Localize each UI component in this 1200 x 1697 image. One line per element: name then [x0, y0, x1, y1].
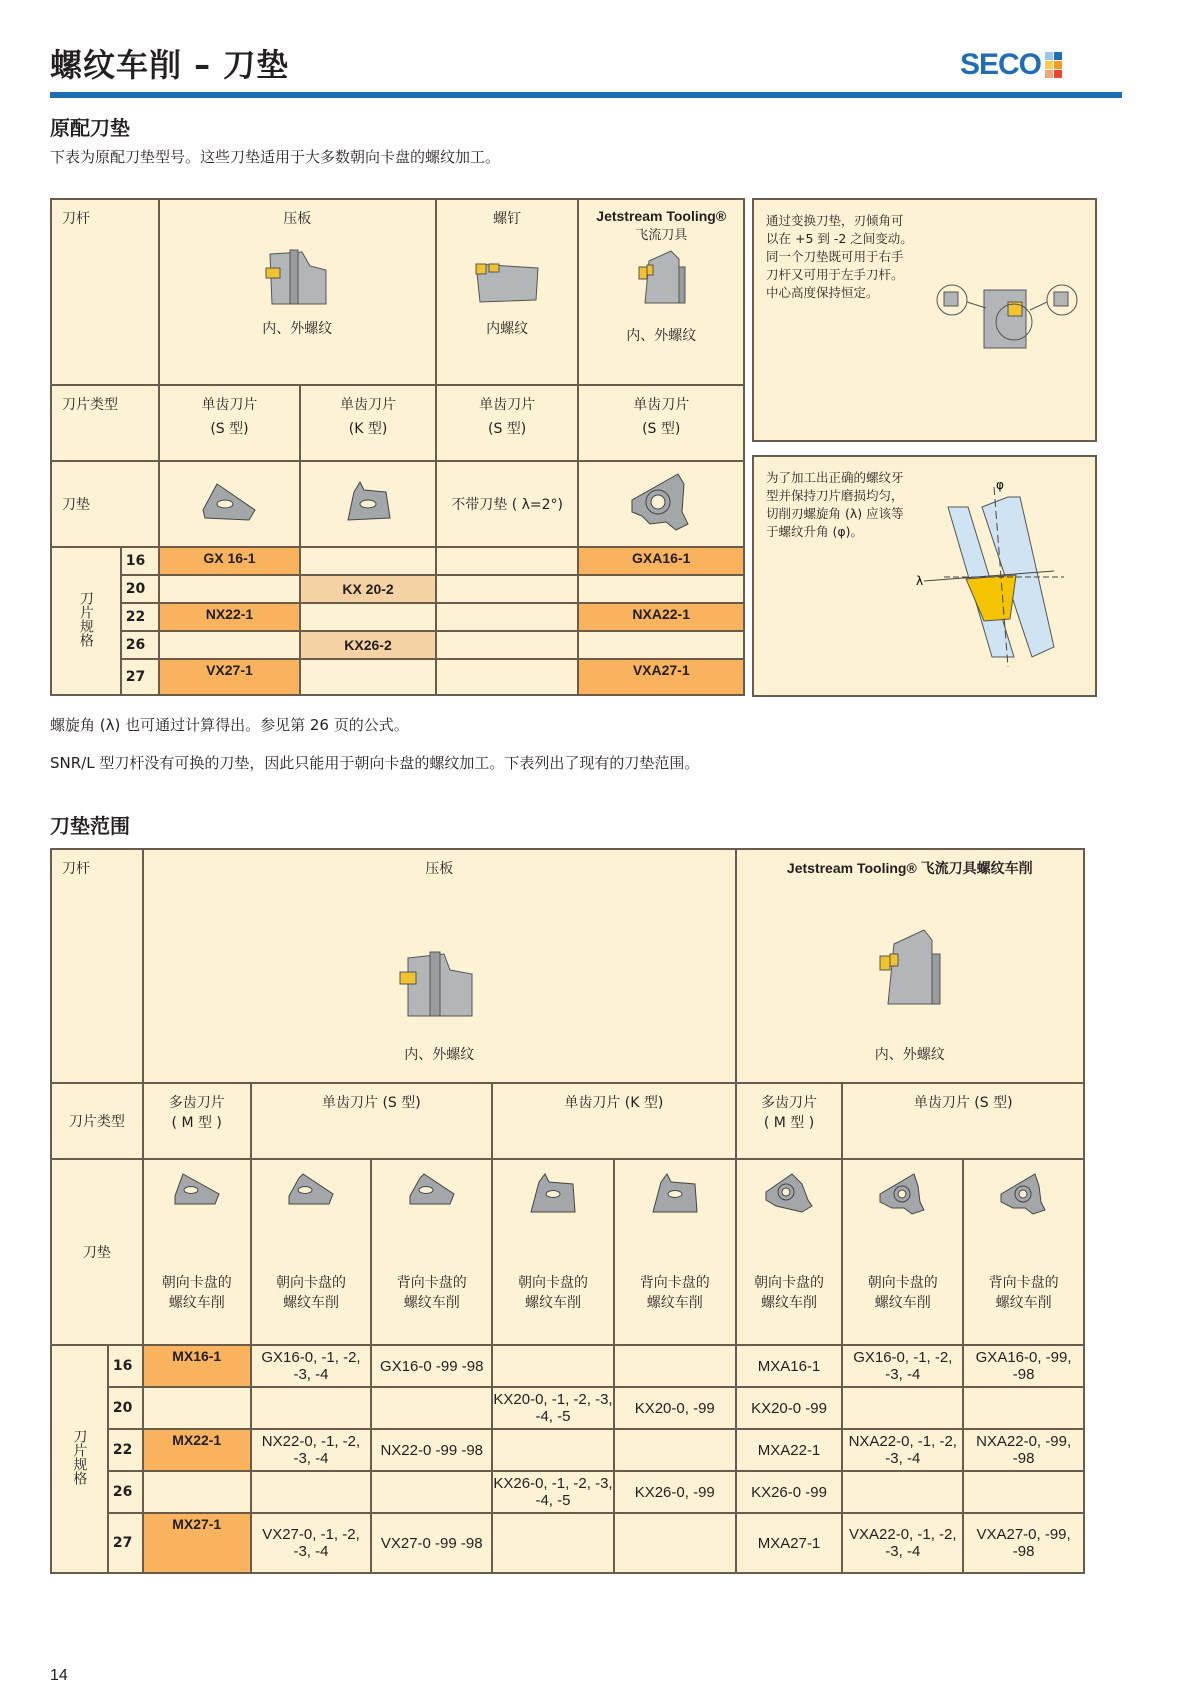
direction-line1: 背向卡盘的 [988, 1275, 1059, 1291]
size-label-cell [51, 1345, 108, 1573]
empty-cell [578, 575, 744, 603]
insert-type-cell [578, 385, 744, 461]
shim-code: KX 20-2 [300, 575, 436, 603]
holder-col-clamp [143, 849, 736, 1083]
empty-cell [436, 631, 579, 659]
shim-code: NXA22-1 [578, 603, 744, 631]
empty-cell [300, 603, 436, 631]
group-line1: 单齿刀片 (K 型) [564, 1095, 664, 1111]
direction-line2: 螺纹车削 [168, 1295, 225, 1311]
holder-name-cn: 飞流刀具 [635, 228, 688, 243]
shim-code: VXA27-1 [578, 659, 744, 695]
direction-line2: 螺纹车削 [524, 1295, 581, 1311]
holder-col-screw [436, 199, 579, 385]
note-line: 为了加工出正确的螺纹牙 [766, 470, 904, 485]
shim-code: MXA22-1 [736, 1429, 843, 1471]
shim-cell [371, 1159, 492, 1345]
size-16: 16 [108, 1345, 143, 1387]
holder-name: 压板 [283, 211, 312, 227]
insert-type-line2: (S 型) [210, 421, 249, 437]
shim-code: GX 16-1 [159, 547, 301, 575]
seco-logo [960, 48, 1062, 82]
insert-group-m [736, 1083, 843, 1159]
insert-type-line2: (K 型) [348, 421, 388, 437]
insert-type-line1: 单齿刀片 [340, 397, 397, 413]
section2-heading: 刀垫范围 [50, 814, 130, 838]
shim-code [251, 1387, 372, 1429]
shim-code [143, 1471, 251, 1513]
group-line1: 多齿刀片 [168, 1095, 225, 1111]
holder-name: Jetstream Tooling® [596, 208, 727, 224]
group-line1: 单齿刀片 (S 型) [913, 1095, 1013, 1111]
shim-code [614, 1345, 736, 1387]
shim-cell [736, 1159, 843, 1345]
shim-code [371, 1387, 492, 1429]
shim-k-type-icon [340, 480, 396, 524]
insert-type-label: 刀片类型 [51, 1083, 143, 1159]
note-helix-angle [752, 455, 1097, 697]
shim-code [842, 1387, 963, 1429]
helix-angle-diagram-icon [916, 467, 1074, 677]
direction-line2: 螺纹车削 [646, 1295, 703, 1311]
shim-code: VXA22-0, -1, -2, -3, -4 [842, 1513, 963, 1573]
phi-label: φ [996, 478, 1004, 492]
shim-swap-diagram-icon [934, 280, 1084, 360]
holder-name: 螺钉 [493, 211, 522, 227]
shim-code: VX27-0 -99 -98 [371, 1513, 492, 1573]
page-number: 14 [50, 1667, 68, 1684]
shim-code: NX22-0 -99 -98 [371, 1429, 492, 1471]
shim-code: NX22-1 [159, 603, 301, 631]
shim-code: MX27-1 [143, 1513, 251, 1573]
insert-type-cell [300, 385, 436, 461]
note-line: 型并保持刀片磨损均匀， [766, 488, 904, 503]
empty-cell [159, 575, 301, 603]
holder-col-clamp [159, 199, 436, 385]
shim-label: 刀垫 [51, 1159, 143, 1345]
direction-line1: 背向卡盘的 [639, 1275, 710, 1291]
holder-name: Jetstream Tooling® 飞流刀具螺纹车削 [786, 860, 1033, 876]
jetstream-holder-icon [870, 928, 950, 1018]
shim-code: MX22-1 [143, 1429, 251, 1471]
no-shim-cell: 不带刀垫 ( λ=2°) [436, 461, 579, 547]
section1-intro: 下表为原配刀垫型号。这些刀垫适用于大多数朝向卡盘的螺纹加工。 [50, 148, 501, 166]
shim-gxa-icon [997, 1172, 1051, 1214]
shim-code: NXA22-0, -99, -98 [963, 1429, 1084, 1471]
direction-line2: 螺纹车削 [282, 1295, 339, 1311]
note-line: 中心高度保持恒定。 [766, 285, 879, 300]
insert-type-line1: 单齿刀片 [633, 397, 690, 413]
shim-code: NX22-0, -1, -2, -3, -4 [251, 1429, 372, 1471]
holder-col-jetstream [736, 849, 1084, 1083]
shim-cell [159, 461, 301, 547]
shim-code [492, 1513, 614, 1573]
size-20: 20 [121, 575, 159, 603]
jetstream-holder-icon [631, 249, 691, 313]
shim-code: KX20-0, -99 [614, 1387, 736, 1429]
shim-code: GXA16-0, -99, -98 [963, 1345, 1084, 1387]
direction-line1: 朝向卡盘的 [275, 1275, 346, 1291]
shim-cell [963, 1159, 1084, 1345]
shim-code [492, 1429, 614, 1471]
size-16: 16 [121, 547, 159, 575]
shim-code [143, 1387, 251, 1429]
shim-cell [300, 461, 436, 547]
shim-cell [251, 1159, 372, 1345]
footnote-helix: 螺旋角 (λ) 也可通过计算得出。参见第 26 页的公式。 [50, 716, 409, 734]
thread-type: 内、外螺纹 [874, 1047, 945, 1063]
note-line: 切削刃螺旋角 (λ) 应该等 [766, 506, 904, 521]
shim-jetstream-icon [626, 472, 696, 532]
note-line: 刀杆又可用于左手刀杆。 [766, 267, 904, 282]
page-title: 螺纹车削 – 刀垫 [50, 46, 290, 84]
logo-text: SECO [960, 48, 1042, 81]
direction-line1: 朝向卡盘的 [754, 1275, 825, 1291]
thread-type: 内、外螺纹 [626, 328, 697, 344]
shim-code: VX27-1 [159, 659, 301, 695]
shim-code: MX16-1 [143, 1345, 251, 1387]
empty-cell [436, 575, 579, 603]
direction-line1: 朝向卡盘的 [161, 1275, 232, 1291]
empty-cell [300, 547, 436, 575]
note-line: 通过变换刀垫，刃倾角可 [766, 213, 904, 228]
insert-type-cell [436, 385, 579, 461]
shim-label: 刀垫 [51, 461, 159, 547]
thread-type: 内、外螺纹 [404, 1047, 475, 1063]
size-label-cell [51, 547, 121, 695]
shim-code: MXA27-1 [736, 1513, 843, 1573]
size-26: 26 [108, 1471, 143, 1513]
direction-line1: 背向卡盘的 [396, 1275, 467, 1291]
note-line: 同一个刀垫既可用于右手 [766, 249, 904, 264]
shim-s-type-icon [199, 480, 259, 524]
shim-code: VX27-0, -1, -2, -3, -4 [251, 1513, 372, 1573]
insert-group-s [251, 1083, 493, 1159]
holder-label: 刀杆 [51, 849, 143, 1083]
original-shim-table [50, 198, 745, 696]
direction-line2: 螺纹车削 [403, 1295, 460, 1311]
clamp-holder-icon [394, 948, 484, 1018]
shim-code: KX26-0 -99 [736, 1471, 843, 1513]
shim-s-type-icon [406, 1172, 458, 1208]
insert-type-line1: 单齿刀片 [479, 397, 536, 413]
group-line2: ( M 型 ) [763, 1115, 815, 1131]
clamp-holder-icon [262, 246, 332, 306]
section1-heading: 原配刀垫 [50, 116, 130, 140]
empty-cell [159, 631, 301, 659]
insert-type-line1: 单齿刀片 [201, 397, 258, 413]
shim-code [251, 1471, 372, 1513]
holder-label: 刀杆 [51, 199, 159, 385]
direction-line1: 朝向卡盘的 [867, 1275, 938, 1291]
shim-cell [143, 1159, 251, 1345]
shim-code [614, 1513, 736, 1573]
shim-s-type-icon [285, 1172, 337, 1208]
direction-line1: 朝向卡盘的 [517, 1275, 588, 1291]
shim-code: KX20-0, -1, -2, -3, -4, -5 [492, 1387, 614, 1429]
direction-line2: 螺纹车削 [874, 1295, 931, 1311]
shim-code: GX16-0, -1, -2, -3, -4 [251, 1345, 372, 1387]
thread-type: 内螺纹 [486, 321, 529, 337]
empty-cell [436, 603, 579, 631]
shim-m-type-icon [171, 1172, 223, 1208]
direction-line2: 螺纹车削 [761, 1295, 818, 1311]
header-rule [50, 92, 1122, 98]
shim-range-table [50, 848, 1085, 1574]
insert-type-cell [159, 385, 301, 461]
size-label: 刀片规格 [77, 591, 94, 647]
screw-holder-icon [472, 246, 542, 306]
shim-code: GX16-0, -1, -2, -3, -4 [842, 1345, 963, 1387]
shim-code [963, 1387, 1084, 1429]
note-line: 于螺纹升角 (φ)。 [766, 524, 863, 539]
shim-code [371, 1471, 492, 1513]
size-20: 20 [108, 1387, 143, 1429]
shim-cell [842, 1159, 963, 1345]
insert-group-k [492, 1083, 736, 1159]
size-22: 22 [108, 1429, 143, 1471]
group-line1: 多齿刀片 [761, 1095, 818, 1111]
shim-mxa-icon [762, 1172, 816, 1214]
shim-code [614, 1429, 736, 1471]
shim-cell [614, 1159, 736, 1345]
empty-cell [578, 631, 744, 659]
shim-code: KX26-0, -1, -2, -3, -4, -5 [492, 1471, 614, 1513]
empty-cell [436, 547, 579, 575]
holder-name: 压板 [425, 861, 454, 877]
lambda-label: λ [916, 574, 924, 588]
shim-cell [578, 461, 744, 547]
insert-group-s [842, 1083, 1084, 1159]
holder-col-jetstream [578, 199, 744, 385]
shim-code: NXA22-0, -1, -2, -3, -4 [842, 1429, 963, 1471]
shim-code: MXA16-1 [736, 1345, 843, 1387]
shim-code: KX26-0, -99 [614, 1471, 736, 1513]
shim-code: GX16-0 -99 -98 [371, 1345, 492, 1387]
shim-code: VXA27-0, -99, -98 [963, 1513, 1084, 1573]
size-27: 27 [121, 659, 159, 695]
size-label: 刀片规格 [71, 1429, 88, 1485]
logo-squares-icon [1045, 52, 1062, 78]
insert-group-m [143, 1083, 251, 1159]
size-27: 27 [108, 1513, 143, 1573]
shim-gxa-icon [876, 1172, 930, 1214]
group-line2: ( M 型 ) [171, 1115, 222, 1131]
shim-code [492, 1345, 614, 1387]
note-line: 以在 +5 到 -2 之间变动。 [766, 231, 913, 246]
shim-k-type-icon [527, 1172, 579, 1214]
group-line1: 单齿刀片 (S 型) [322, 1095, 421, 1111]
direction-line2: 螺纹车削 [995, 1295, 1052, 1311]
empty-cell [300, 659, 436, 695]
size-22: 22 [121, 603, 159, 631]
size-26: 26 [121, 631, 159, 659]
shim-code: GXA16-1 [578, 547, 744, 575]
shim-code: KX20-0 -99 [736, 1387, 843, 1429]
shim-code: KX26-2 [300, 631, 436, 659]
thread-type: 内、外螺纹 [262, 321, 333, 337]
shim-code [842, 1471, 963, 1513]
insert-type-line2: (S 型) [642, 421, 681, 437]
empty-cell [436, 659, 579, 695]
insert-type-label: 刀片类型 [51, 385, 159, 461]
shim-cell [492, 1159, 614, 1345]
shim-k-type-icon [649, 1172, 701, 1214]
note-inclination [752, 198, 1097, 442]
footnote-snr: SNR/L 型刀杆没有可换的刀垫，因此只能用于朝向卡盘的螺纹加工。下表列出了现有的刀垫范围。 [50, 754, 700, 772]
shim-code [963, 1471, 1084, 1513]
insert-type-line2: (S 型) [487, 421, 527, 437]
